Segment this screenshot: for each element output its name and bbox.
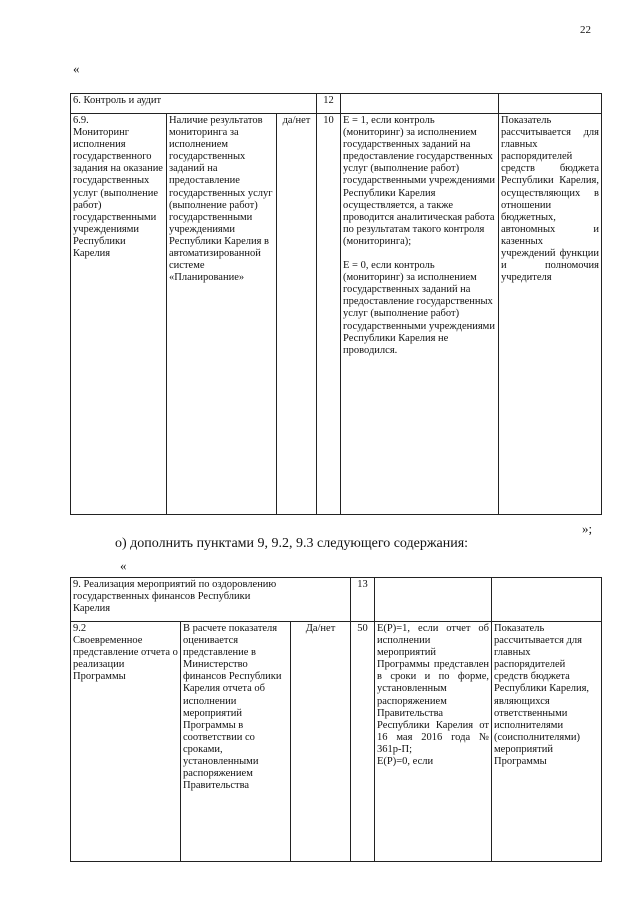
indicator-name: 6.9. Мониторинг исполнения государственного задания на оказание государственных услуг (выполнение работ) государственными учреждениями Республики Карелия: [71, 114, 167, 515]
table-row: [71, 622, 602, 862]
section-row-9: [71, 578, 602, 622]
section-9-title: 9. Реализация мероприятий по оздоровлению государственных финансов Республики Карелия: [71, 578, 291, 622]
section-9-weight: 13: [351, 578, 375, 622]
table-fiscal-recovery: [70, 577, 602, 862]
amendment-text: о) дополнить пунктами 9, 9.2, 9.3 следующего содержания:: [115, 536, 469, 551]
indicator-formula: [341, 114, 499, 515]
table-row: [71, 114, 602, 515]
section-6-title: 6. Контроль и аудит: [71, 94, 277, 114]
formula-case-1: E = 1, если контроль (мониторинг) за исполнением государственных заданий на предоставление государственных услуг (выполнение работ) государственными учреждениями Республики Карелия осуществляется, а также проводится аналитическая работа по результатам такого контроля (мониторинга);: [343, 115, 495, 247]
indicator-weight: 10: [317, 114, 341, 515]
section-row-6: [71, 94, 602, 114]
open-quote-2: «: [120, 558, 127, 573]
indicator-unit: да/нет: [277, 114, 317, 515]
page-number: 22: [580, 24, 591, 36]
section-6-weight: 12: [317, 94, 341, 114]
indicator-note: Показатель рассчитывается для главных распорядителей средств бюджета Республики Карелия, осуществляющих в отношении бюджетных, автономных и казенных учреждений функции и полномочия учредителя: [499, 114, 602, 515]
indicator-weight: 50: [351, 622, 375, 862]
indicator-unit: Да/нет: [291, 622, 351, 862]
close-quote: »;: [582, 521, 593, 536]
indicator-name: 9.2 Своевременное представление отчета о реализации Программы: [71, 622, 181, 862]
table-control-audit: [70, 93, 602, 515]
open-quote-1: «: [73, 61, 80, 76]
indicator-description: В расчете показателя оценивается представление в Министерство финансов Республики Карелия отчета об исполнении мероприятий Программы в соответствии со сроками, установленными распоряжением Правительства: [181, 622, 291, 862]
formula-case-0: E = 0, если контроль (мониторинг) за исполнением государственных заданий на предоставление государственных услуг (выполнение работ) государственными учреждениями Республики Карелия не проводился.: [343, 260, 495, 356]
indicator-formula: E(P)=1, если отчет об исполнении мероприятий Программы представлен в сроки и по форме, установленным распоряжением Правительства Республики Карелия от 16 мая 2016 года № 361р-П; E(P)=0, если: [375, 622, 492, 862]
indicator-description: Наличие результатов мониторинга за исполнением государственных заданий на предоставление государственных услуг (выполнение работ) государственными учреждениями Республики Карелия в автоматизированной системе «Планирование»: [167, 114, 277, 515]
indicator-note: Показатель рассчитывается для главных распорядителей средств бюджета Республики Карелия, являющихся ответственными исполнителями (соисполнителями) мероприятий Программы: [492, 622, 602, 862]
